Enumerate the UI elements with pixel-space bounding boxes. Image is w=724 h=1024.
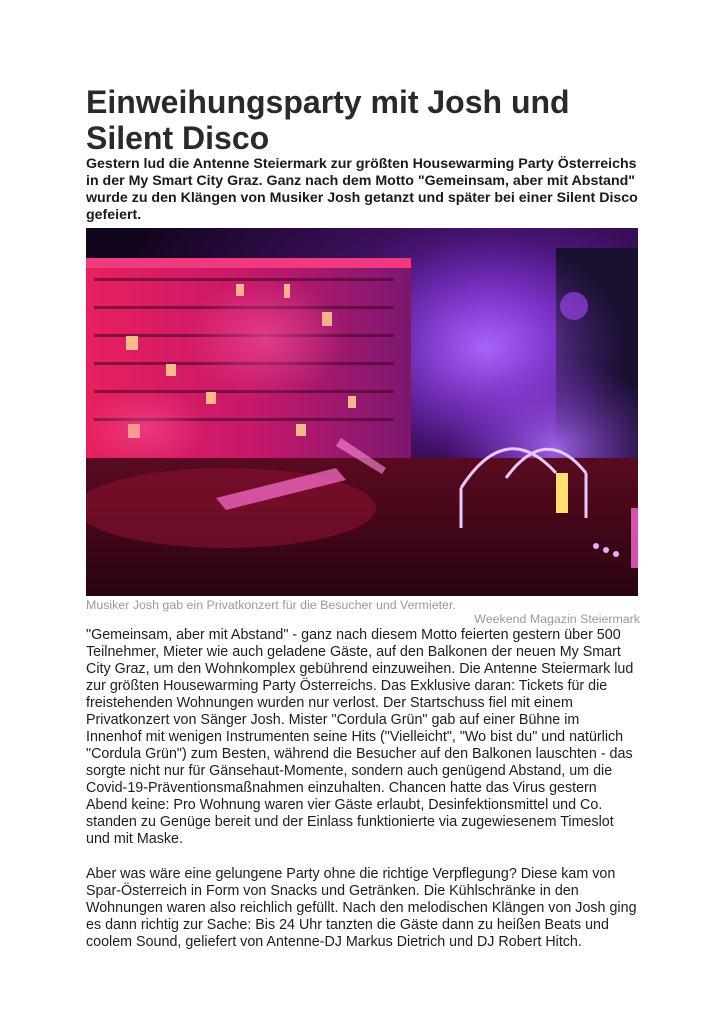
image-caption: Musiker Josh gab ein Privatkonzert für die Besucher und Vermieter. — [86, 598, 456, 612]
article-lead: Gestern lud die Antenne Steiermark zur größten Housewarming Party Österreichs in der My Smart City Graz. Ganz nach dem Motto "Gemeinsam, aber mit Abstand" wurde zu den Klängen von Musiker Josh getanzt und später bei einer Silent Disco gefeiert. — [86, 156, 638, 223]
article-title: Einweihungsparty mit Josh und Silent Disco — [86, 84, 570, 156]
article-photo — [86, 228, 638, 596]
image-credit: Weekend Magazin Steiermark — [474, 612, 640, 626]
party-photo-illustration — [86, 228, 638, 596]
article-paragraph-2: Aber was wäre eine gelungene Party ohne die richtige Verpflegung? Diese kam von Spar-Österreich in Form von Snacks und Getränken. Die Kühlschränke in den Wohnungen waren also reichlich gefüllt. Nach den melodischen Klängen von Josh ging es dann richtig zur Sache: Bis 24 Uhr tanzten die Gäste dann zu heißen Beats und coolem Sound, geliefert von Antenne-DJ Markus Dietrich und DJ Robert Hitch. — [86, 866, 637, 950]
article-paragraph-1: "Gemeinsam, aber mit Abstand" - ganz nach diesem Motto feierten gestern über 500 Teilnehmer, Mieter wie auch geladene Gäste, auf den Balkonen der neuen My Smart City Graz, um den Wohnkomplex gebührend einzuweihen. Die Antenne Steiermark lud zur größten Housewarming Party Österreichs. Das Exklusive daran: Tickets für die freistehenden Wohnungen wurden nur verlost. Der Startschuss fiel mit einem Privatkonzert von Sänger Josh. Mister "Cordula Grün" gab auf einer Bühne im Innenhof mit wenigen Instrumenten seine Hits ("Vielleicht", "Wo bist du" und natürlich "Cordula Grün") zum Besten, während die Besucher auf den Balkonen lauschten - das sorgte nicht nur für Gänsehaut-Momente, sondern auch genügend Abstand, um die Covid-19-Präventionsmaßnahmen einzuhalten. Chancen hatte das Virus gestern Abend keine: Pro Wohnung waren vier Gäste erlaubt, Desinfektionsmittel und Co. standen zu Genüge bereit und der Einlass funktionierte via zugewiesenem Timeslot und mit Maske. — [86, 627, 634, 847]
article — [86, 84, 638, 951]
